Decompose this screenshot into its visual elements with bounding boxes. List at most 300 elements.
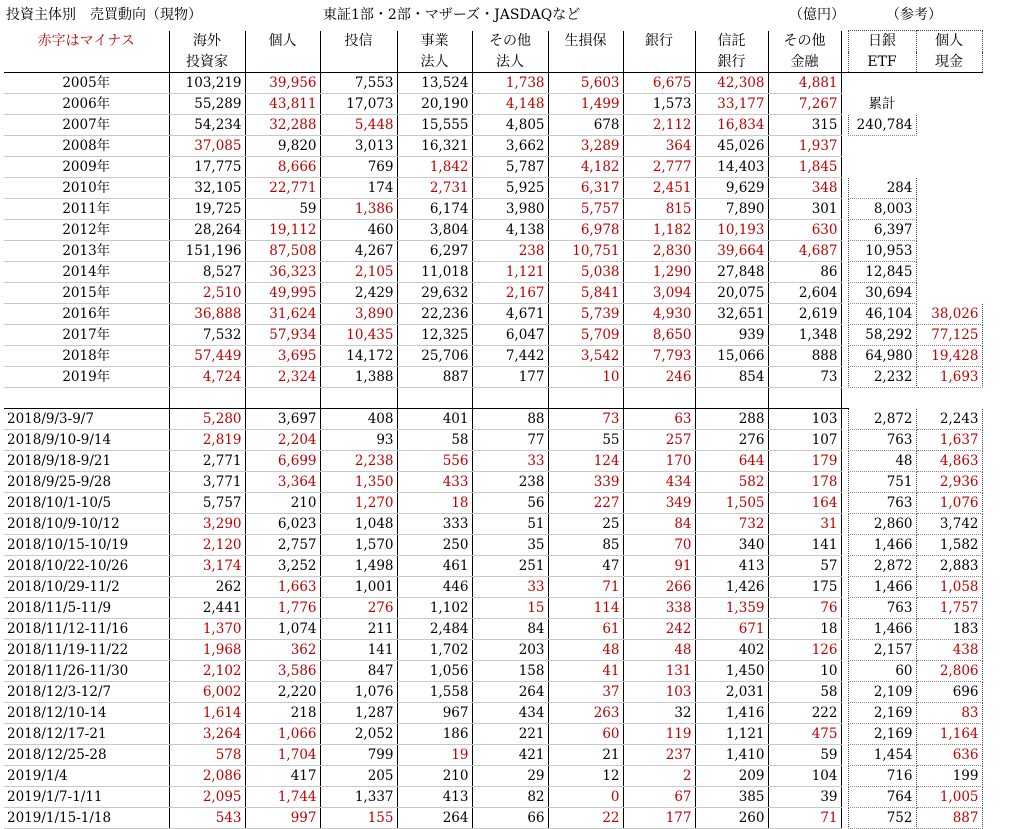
value-cell: 2,429 (320, 283, 397, 304)
value-cell: 33,177 (695, 94, 768, 115)
row-label: 2017年 (4, 325, 169, 346)
value-cell: 66 (472, 808, 548, 829)
value-cell: 1,702 (397, 640, 472, 661)
row-label: 2018/9/10-9/14 (4, 430, 169, 451)
value-cell: 3,013 (320, 136, 397, 157)
value-cell: 6,047 (472, 325, 548, 346)
column-header-sub: 銀行 (695, 52, 768, 73)
column-header-sub (245, 52, 320, 73)
blank-cell (4, 388, 169, 409)
value-cell: 63 (623, 409, 695, 430)
value-cell: 203 (472, 640, 548, 661)
value-cell: 205 (320, 766, 397, 787)
value-cell: 103 (623, 682, 695, 703)
column-header-sub (623, 52, 695, 73)
column-header-sub: 投資家 (169, 52, 245, 73)
value-cell: 1,776 (245, 598, 320, 619)
boj-etf-cell: 12,845 (848, 262, 916, 283)
value-cell: 10 (548, 367, 623, 388)
boj-etf-cell: 2,169 (848, 703, 916, 724)
value-cell: 22,771 (245, 178, 320, 199)
column-gap (841, 724, 848, 745)
value-cell: 0 (548, 787, 623, 808)
column-gap (841, 115, 848, 136)
row-label: 2018年 (4, 346, 169, 367)
column-header-sub (320, 52, 397, 73)
value-cell: 1,570 (320, 535, 397, 556)
boj-etf-cell: 764 (848, 787, 916, 808)
value-cell: 1,270 (320, 493, 397, 514)
value-cell: 1,450 (695, 661, 768, 682)
row-label: 2013年 (4, 241, 169, 262)
individual-cash-cell: 2,806 (916, 661, 982, 682)
value-cell: 2,484 (397, 619, 472, 640)
individual-cash-cell: 2,936 (916, 472, 982, 493)
value-cell: 18 (397, 493, 472, 514)
value-cell: 671 (695, 619, 768, 640)
value-cell: 5,787 (472, 157, 548, 178)
value-cell: 14,403 (695, 157, 768, 178)
value-cell: 73 (768, 367, 841, 388)
value-cell: 178 (768, 472, 841, 493)
boj-etf-cell (848, 73, 916, 94)
column-gap (841, 451, 848, 472)
column-gap (841, 787, 848, 808)
value-cell: 262 (169, 577, 245, 598)
individual-cash-cell (916, 73, 982, 94)
row-label: 2018/12/3-12/7 (4, 682, 169, 703)
annual-row (4, 220, 982, 241)
value-cell: 10,435 (320, 325, 397, 346)
value-cell: 25 (548, 514, 623, 535)
value-cell: 164 (768, 493, 841, 514)
value-cell: 4,267 (320, 241, 397, 262)
value-cell: 237 (623, 745, 695, 766)
value-cell: 276 (320, 598, 397, 619)
value-cell: 1,738 (472, 73, 548, 94)
value-cell: 221 (472, 724, 548, 745)
value-cell: 1,744 (245, 787, 320, 808)
value-cell: 124 (548, 451, 623, 472)
column-gap (841, 535, 848, 556)
value-cell: 4,687 (768, 241, 841, 262)
value-cell: 475 (768, 724, 841, 745)
value-cell: 58 (397, 430, 472, 451)
row-label: 2019/1/4 (4, 766, 169, 787)
value-cell: 543 (169, 808, 245, 829)
column-gap (841, 241, 848, 262)
value-cell: 434 (623, 472, 695, 493)
column-header: 信託 (695, 31, 768, 52)
value-cell: 59 (768, 745, 841, 766)
row-label: 2018/11/5-11/9 (4, 598, 169, 619)
annual-row (4, 346, 982, 367)
value-cell: 18 (768, 619, 841, 640)
annual-row (4, 304, 982, 325)
value-cell: 32 (623, 703, 695, 724)
column-header: 生損保 (548, 31, 623, 52)
value-cell: 3,586 (245, 661, 320, 682)
value-cell: 21 (548, 745, 623, 766)
value-cell: 17,073 (320, 94, 397, 115)
column-header: その他 (768, 31, 841, 52)
value-cell: 6,317 (548, 178, 623, 199)
blank-cell (916, 388, 982, 409)
boj-etf-cell: 10,953 (848, 241, 916, 262)
value-cell: 364 (623, 136, 695, 157)
value-cell: 91 (623, 556, 695, 577)
individual-cash-cell (916, 136, 982, 157)
individual-cash-cell: 83 (916, 703, 982, 724)
unit-label: （億円） (789, 7, 845, 23)
value-cell: 37 (548, 682, 623, 703)
value-cell: 71 (768, 808, 841, 829)
value-cell: 1,614 (169, 703, 245, 724)
value-cell: 3,264 (169, 724, 245, 745)
value-cell: 413 (695, 556, 768, 577)
value-cell: 93 (320, 430, 397, 451)
value-cell: 1,056 (397, 661, 472, 682)
value-cell: 1,498 (320, 556, 397, 577)
row-label: 2018/10/29-11/2 (4, 577, 169, 598)
value-cell: 2,771 (169, 451, 245, 472)
value-cell: 2,052 (320, 724, 397, 745)
value-cell: 266 (623, 577, 695, 598)
value-cell: 4,805 (472, 115, 548, 136)
value-cell: 57,449 (169, 346, 245, 367)
value-cell: 4,138 (472, 220, 548, 241)
value-cell: 402 (695, 640, 768, 661)
value-cell: 1,359 (695, 598, 768, 619)
value-cell: 556 (397, 451, 472, 472)
boj-etf-cell: 716 (848, 766, 916, 787)
value-cell: 1,842 (397, 157, 472, 178)
blank-cell (320, 388, 397, 409)
value-cell: 84 (623, 514, 695, 535)
value-cell: 257 (623, 430, 695, 451)
value-cell: 644 (695, 451, 768, 472)
boj-etf-cell: 64,980 (848, 346, 916, 367)
value-cell: 2,238 (320, 451, 397, 472)
value-cell: 77 (472, 430, 548, 451)
value-cell: 36,323 (245, 262, 320, 283)
value-cell: 6,675 (623, 73, 695, 94)
value-cell: 7,553 (320, 73, 397, 94)
value-cell: 408 (320, 409, 397, 430)
value-cell: 250 (397, 535, 472, 556)
boj-etf-cell: 284 (848, 178, 916, 199)
weekly-row (4, 535, 982, 556)
boj-etf-cell: 752 (848, 808, 916, 829)
value-cell: 32,105 (169, 178, 245, 199)
annual-row (4, 136, 982, 157)
value-cell: 4,724 (169, 367, 245, 388)
value-cell: 1,001 (320, 577, 397, 598)
value-cell: 67 (623, 787, 695, 808)
value-cell: 362 (245, 640, 320, 661)
value-cell: 54,234 (169, 115, 245, 136)
value-cell: 7,267 (768, 94, 841, 115)
row-label: 2006年 (4, 94, 169, 115)
value-cell: 3,804 (397, 220, 472, 241)
individual-cash-cell: 1,005 (916, 787, 982, 808)
value-cell: 141 (768, 535, 841, 556)
cumulative-label: 累計 (868, 96, 896, 112)
individual-cash-cell: 887 (916, 808, 982, 829)
value-cell: 2,441 (169, 598, 245, 619)
weekly-row (4, 430, 982, 451)
value-cell: 385 (695, 787, 768, 808)
header-row-2 (4, 52, 982, 73)
column-header: 銀行 (623, 31, 695, 52)
value-cell: 3,697 (245, 409, 320, 430)
value-cell: 19,112 (245, 220, 320, 241)
column-header: 事業 (397, 31, 472, 52)
row-label: 2016年 (4, 304, 169, 325)
value-cell: 32,651 (695, 304, 768, 325)
value-cell: 997 (245, 808, 320, 829)
value-cell: 630 (768, 220, 841, 241)
value-cell: 13,524 (397, 73, 472, 94)
red-note-label: 赤字はマイナス (4, 31, 169, 52)
weekly-row (4, 472, 982, 493)
row-label: 2007年 (4, 115, 169, 136)
boj-etf-cell: 2,157 (848, 640, 916, 661)
boj-etf-cell: 763 (848, 430, 916, 451)
blank-cell (768, 388, 841, 409)
boj-etf-cell: 751 (848, 472, 916, 493)
value-cell: 55,289 (169, 94, 245, 115)
value-cell: 582 (695, 472, 768, 493)
value-cell: 4,148 (472, 94, 548, 115)
value-cell: 5,757 (169, 493, 245, 514)
row-label: 2018/11/19-11/22 (4, 640, 169, 661)
value-cell: 340 (695, 535, 768, 556)
annual-row (4, 73, 982, 94)
value-cell: 5,280 (169, 409, 245, 430)
weekly-row (4, 808, 982, 829)
boj-etf-cell: 2,860 (848, 514, 916, 535)
row-label: 2018/10/22-10/26 (4, 556, 169, 577)
individual-cash-cell: 77,125 (916, 325, 982, 346)
column-header-sub: 現金 (916, 52, 982, 73)
column-gap (841, 703, 848, 724)
value-cell: 42,308 (695, 73, 768, 94)
boj-etf-cell: 2,232 (848, 367, 916, 388)
individual-cash-cell: 4,863 (916, 451, 982, 472)
column-gap (841, 52, 848, 73)
value-cell: 39,956 (245, 73, 320, 94)
value-cell: 155 (320, 808, 397, 829)
value-cell: 967 (397, 703, 472, 724)
blank-cell (548, 388, 623, 409)
header-spacer (4, 52, 169, 73)
column-header: 個人 (245, 31, 320, 52)
row-label: 2018/10/9-10/12 (4, 514, 169, 535)
value-cell: 58 (768, 682, 841, 703)
value-cell: 238 (472, 241, 548, 262)
value-cell: 179 (768, 451, 841, 472)
boj-etf-cell: 2,872 (848, 556, 916, 577)
value-cell: 7,442 (472, 346, 548, 367)
value-cell: 25,706 (397, 346, 472, 367)
column-gap (841, 430, 848, 451)
value-cell: 1,704 (245, 745, 320, 766)
value-cell: 3,174 (169, 556, 245, 577)
column-header-sub: 法人 (397, 52, 472, 73)
row-label: 2018/10/1-10/5 (4, 493, 169, 514)
weekly-row (4, 409, 982, 430)
value-cell: 33 (472, 577, 548, 598)
column-gap (841, 31, 848, 52)
value-cell: 461 (397, 556, 472, 577)
weekly-row (4, 661, 982, 682)
value-cell: 2,731 (397, 178, 472, 199)
value-cell: 45,026 (695, 136, 768, 157)
value-cell: 9,820 (245, 136, 320, 157)
row-label: 2019年 (4, 367, 169, 388)
value-cell: 1,066 (245, 724, 320, 745)
boj-etf-cell: 30,694 (848, 283, 916, 304)
value-cell: 51 (472, 514, 548, 535)
value-cell: 60 (548, 724, 623, 745)
value-cell: 3,980 (472, 199, 548, 220)
boj-etf-cell: 58,292 (848, 325, 916, 346)
value-cell: 73 (548, 409, 623, 430)
value-cell: 339 (548, 472, 623, 493)
individual-cash-cell: 1,757 (916, 598, 982, 619)
row-label: 2010年 (4, 178, 169, 199)
weekly-row (4, 493, 982, 514)
value-cell: 338 (623, 598, 695, 619)
value-cell: 227 (548, 493, 623, 514)
row-label: 2018/9/18-9/21 (4, 451, 169, 472)
value-cell: 126 (768, 640, 841, 661)
value-cell: 2,086 (169, 766, 245, 787)
value-cell: 854 (695, 367, 768, 388)
value-cell: 251 (472, 556, 548, 577)
individual-cash-cell: 3,742 (916, 514, 982, 535)
value-cell: 8,666 (245, 157, 320, 178)
individual-cash-cell: 696 (916, 682, 982, 703)
value-cell: 57 (768, 556, 841, 577)
value-cell: 10 (768, 661, 841, 682)
individual-cash-cell (916, 199, 982, 220)
column-gap (841, 325, 848, 346)
value-cell: 1,182 (623, 220, 695, 241)
column-gap (841, 766, 848, 787)
value-cell: 5,448 (320, 115, 397, 136)
individual-cash-cell: 2,243 (916, 409, 982, 430)
column-gap (841, 220, 848, 241)
value-cell: 349 (623, 493, 695, 514)
individual-cash-cell: 438 (916, 640, 982, 661)
value-cell: 6,174 (397, 199, 472, 220)
blank-row (4, 388, 982, 409)
value-cell: 1,968 (169, 640, 245, 661)
blank-cell (472, 388, 548, 409)
value-cell: 887 (397, 367, 472, 388)
value-cell: 16,834 (695, 115, 768, 136)
annual-row (4, 94, 982, 115)
value-cell: 1,416 (695, 703, 768, 724)
value-cell: 210 (245, 493, 320, 514)
boj-etf-cell: 2,109 (848, 682, 916, 703)
value-cell: 7,890 (695, 199, 768, 220)
column-gap (841, 556, 848, 577)
weekly-row (4, 451, 982, 472)
value-cell: 19,725 (169, 199, 245, 220)
value-cell: 2,105 (320, 262, 397, 283)
value-cell: 31,624 (245, 304, 320, 325)
blank-cell (169, 388, 245, 409)
individual-cash-cell: 636 (916, 745, 982, 766)
header-row-1 (4, 31, 982, 52)
value-cell: 5,603 (548, 73, 623, 94)
value-cell: 70 (623, 535, 695, 556)
column-header: 投信 (320, 31, 397, 52)
value-cell: 6,002 (169, 682, 245, 703)
individual-cash-cell: 2,883 (916, 556, 982, 577)
value-cell: 2,777 (623, 157, 695, 178)
value-cell: 177 (623, 808, 695, 829)
value-cell: 5,925 (472, 178, 548, 199)
value-cell: 177 (472, 367, 548, 388)
value-cell: 5,841 (548, 283, 623, 304)
value-cell: 49,995 (245, 283, 320, 304)
column-gap (841, 745, 848, 766)
value-cell: 238 (472, 472, 548, 493)
value-cell: 1,348 (768, 325, 841, 346)
value-cell: 174 (320, 178, 397, 199)
value-cell: 39 (768, 787, 841, 808)
value-cell: 421 (472, 745, 548, 766)
value-cell: 7,793 (623, 346, 695, 367)
value-cell: 28,264 (169, 220, 245, 241)
column-gap (841, 577, 848, 598)
weekly-row (4, 556, 982, 577)
value-cell: 17,775 (169, 157, 245, 178)
value-cell: 2,031 (695, 682, 768, 703)
value-cell: 799 (320, 745, 397, 766)
value-cell: 33 (472, 451, 548, 472)
weekly-row (4, 787, 982, 808)
value-cell: 87,508 (245, 241, 320, 262)
boj-etf-cell (848, 157, 916, 178)
weekly-row (4, 682, 982, 703)
value-cell: 8,527 (169, 262, 245, 283)
row-label: 2018/12/25-28 (4, 745, 169, 766)
row-label: 2015年 (4, 283, 169, 304)
row-label: 2018/11/26-11/30 (4, 661, 169, 682)
boj-etf-cell: 8,003 (848, 199, 916, 220)
value-cell: 48 (623, 640, 695, 661)
value-cell: 1,573 (623, 94, 695, 115)
column-gap (841, 178, 848, 199)
value-cell: 6,978 (548, 220, 623, 241)
column-gap (841, 157, 848, 178)
value-cell: 348 (768, 178, 841, 199)
value-cell: 433 (397, 472, 472, 493)
value-cell: 158 (472, 661, 548, 682)
boj-etf-cell: 46,104 (848, 304, 916, 325)
boj-etf-cell: 2,872 (848, 409, 916, 430)
value-cell: 3,289 (548, 136, 623, 157)
individual-cash-cell (916, 262, 982, 283)
value-cell: 14,172 (320, 346, 397, 367)
value-cell: 1,290 (623, 262, 695, 283)
row-label: 2011年 (4, 199, 169, 220)
